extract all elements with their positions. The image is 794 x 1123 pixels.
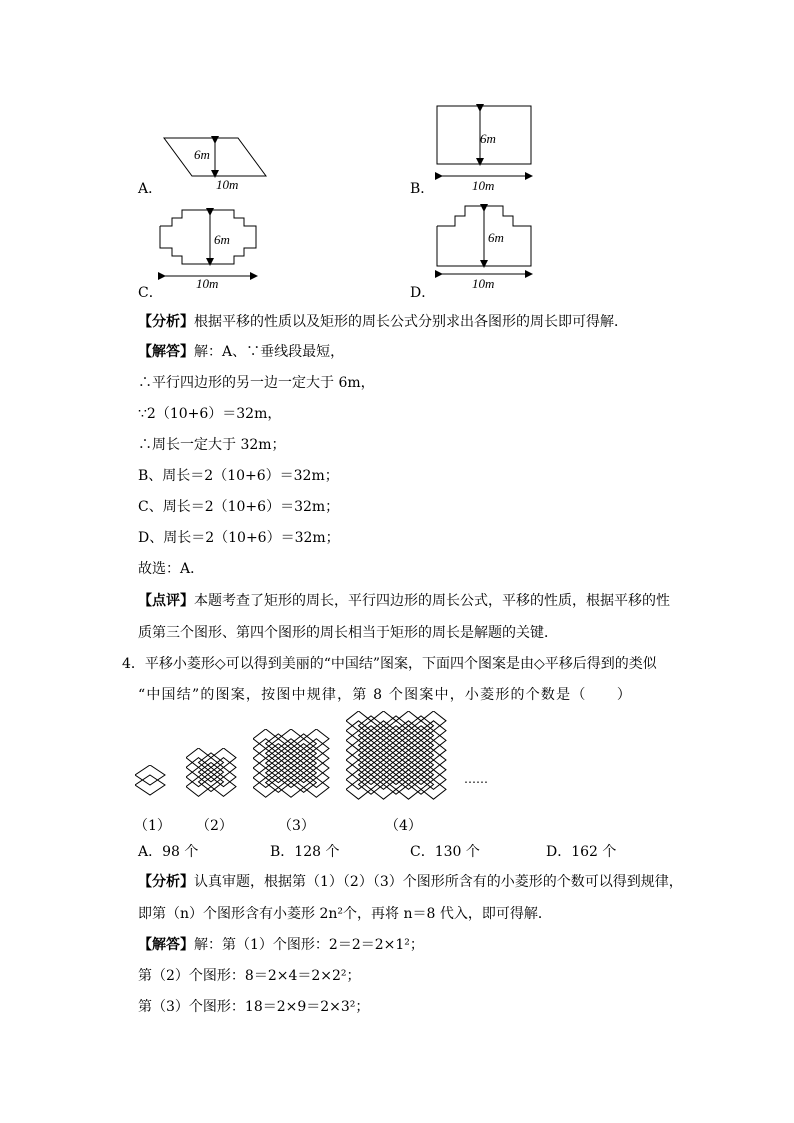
pattern-figure-2 — [186, 748, 240, 808]
option-letter-c: C． — [138, 285, 163, 301]
q4-answer-tag: 【解答】 — [138, 937, 194, 953]
q4-answer-line-2: 第（2）个图形：8＝2×4＝2×2²； — [138, 968, 361, 984]
figure-b-height-label: 6m — [480, 131, 496, 146]
pattern-label-1: （1） — [134, 818, 171, 834]
q3-analysis — [138, 313, 628, 331]
q4-answer-line-3: 第（3）个图形：18＝2×9＝2×3²； — [138, 999, 370, 1015]
pattern-figure-3 — [253, 729, 333, 809]
q3-comment-tag: 【点评】 — [138, 593, 194, 609]
q3-answer-line-3: ∴周长一定大于 32m； — [138, 437, 286, 453]
pattern-label-2: （2） — [196, 818, 233, 834]
q3-analysis-text: 根据平移的性质以及矩形的周长公式分别求出各图形的周长即可得解． — [194, 314, 628, 330]
figure-a-width-label: 10m — [216, 177, 239, 192]
q3-comment-line-1 — [138, 592, 670, 610]
pattern-ellipsis: …… — [464, 772, 488, 786]
option-letter-b: B． — [410, 181, 435, 197]
figure-b-width-label: 10m — [472, 178, 495, 193]
q3-answer-tag: 【解答】 — [138, 344, 194, 360]
q3-answer-line-1: ∴平行四边形的另一边一定大于 6m， — [138, 375, 375, 391]
q4-answer-text: 解：第（1）个图形：2＝2＝2×1²； — [194, 937, 424, 953]
q3-answer-text: 解：A、∵垂线段最短， — [194, 344, 345, 360]
q4-option-b: B．128 个 — [270, 844, 340, 860]
q3-comment-text: 本题考查了矩形的周长，平行四边形的周长公式，平移的性质，根据平移的性 — [194, 593, 670, 609]
q4-option-c: C．130 个 — [410, 844, 480, 860]
q4-stem-text: 平移小菱形◇可以得到美丽的“中国结”图案，下面四个图案是由◇平移后得到的类似 — [144, 656, 657, 672]
pattern-figure-4 — [346, 711, 450, 811]
q4-analysis-tag: 【分析】 — [138, 874, 194, 890]
figure-a-height-label: 6m — [194, 147, 210, 162]
q4-option-d: D．162 个 — [546, 844, 617, 860]
q3-answer-line-0 — [138, 343, 344, 361]
q4-stem-line-2: “中国结”的图案，按图中规律，第 8 个图案中，小菱形的个数是（ ） — [138, 687, 633, 703]
q4-analysis-text: 认真审题，根据第（1）（2）（3）个图形所含有的小菱形的个数可以得到规律， — [194, 874, 683, 890]
q3-answer-line-4: B、周长＝2（10+6）＝32m； — [138, 468, 339, 484]
figure-d-width-label: 10m — [472, 276, 495, 291]
figure-c-height-label: 6m — [214, 232, 230, 247]
q3-answer-line-2: ∵2（10+6）＝32m， — [138, 406, 282, 422]
q4-analysis-line-1 — [138, 873, 683, 891]
q4-answer-line-1 — [138, 936, 424, 954]
q4-analysis-line-2: 即第（n）个图形含有小菱形 2n²个，再将 n＝8 代入，即可得解． — [138, 906, 552, 922]
q3-analysis-tag: 【分析】 — [138, 314, 194, 330]
option-letter-d: D． — [410, 285, 436, 301]
q3-answer-line-7: 故选：A． — [138, 561, 205, 577]
q3-answer-line-5: C、周长＝2（10+6）＝32m； — [138, 499, 340, 515]
q3-answer-line-6: D、周长＝2（10+6）＝32m； — [138, 530, 340, 546]
q3-comment-line-2: 质第三个图形、第四个图形的周长相当于矩形的周长是解题的关键． — [138, 625, 558, 641]
q4-number: 4． — [122, 656, 145, 672]
figure-d-height-label: 6m — [488, 230, 504, 245]
q4-stem-line-1 — [122, 655, 657, 673]
figure-c-width-label: 10m — [196, 276, 219, 291]
pattern-label-4: （4） — [385, 818, 422, 834]
q4-option-a: A．98 个 — [138, 844, 199, 860]
pattern-label-3: （3） — [278, 818, 315, 834]
option-letter-a: A． — [138, 181, 163, 197]
pattern-figure-1 — [135, 765, 169, 807]
